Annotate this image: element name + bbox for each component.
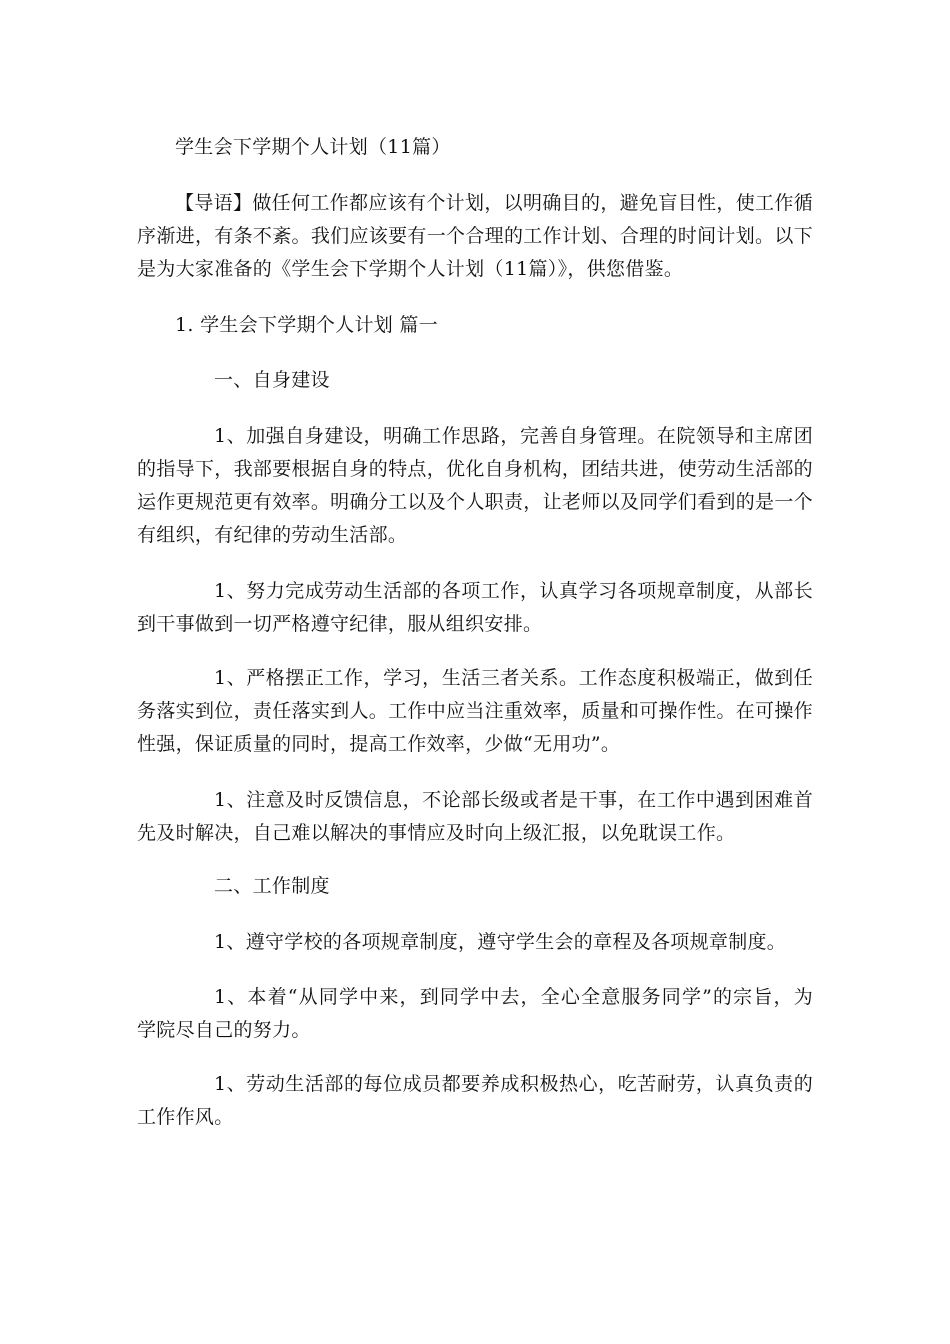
paragraph-line: 1、严格摆正工作，学习，生活三者关系。工作态度积极端正，做到任 xyxy=(214,667,813,689)
paragraph-line: 性强，保证质量的同时，提高工作效率，少做“无用功”。 xyxy=(137,733,621,755)
intro-line: 序渐进，有条不紊。我们应该要有一个合理的工作计划、合理的时间计划。以下 xyxy=(137,225,813,247)
paragraph-line: 学院尽自己的努力。 xyxy=(137,1019,311,1041)
paragraph-line: 1、努力完成劳动生活部的各项工作，认真学习各项规章制度，从部长 xyxy=(214,580,813,602)
paragraph-line: 1、遵守学校的各项规章制度，遵守学生会的章程及各项规章制度。 xyxy=(214,931,787,953)
paragraph-line: 先及时解决，自己难以解决的事情应及时向上级汇报，以免耽误工作。 xyxy=(137,822,736,844)
section-heading: 一、自身建设 xyxy=(214,369,330,391)
article-heading: 1. 学生会下学期个人计划 篇一 xyxy=(175,314,439,336)
paragraph-line: 1、本着“从同学中来，到同学中去，全心全意服务同学”的宗旨，为 xyxy=(214,986,813,1008)
intro-line: 是为大家准备的《学生会下学期个人计划（11篇）》，供您借鉴。 xyxy=(137,258,684,280)
paragraph-line: 1、加强自身建设，明确工作思路，完善自身管理。在院领导和主席团 xyxy=(214,425,813,447)
intro-line: 【导语】做任何工作都应该有个计划，以明确目的，避免盲目性，使工作循 xyxy=(175,192,813,214)
paragraph-line: 务落实到位，责任落实到人。工作中应当注重效率，质量和可操作性。在可操作 xyxy=(137,700,813,722)
paragraph-line: 到干事做到一切严格遵守纪律，服从组织安排。 xyxy=(137,613,543,635)
paragraph-line: 1、劳动生活部的每位成员都要养成积极热心，吃苦耐劳，认真负责的 xyxy=(214,1073,813,1095)
paragraph-line: 的指导下，我部要根据自身的特点，优化自身机构，团结共进，使劳动生活部的 xyxy=(137,458,813,480)
paragraph-line: 工作作风。 xyxy=(137,1106,234,1128)
paragraph-line: 有组织，有纪律的劳动生活部。 xyxy=(137,524,408,546)
section-heading: 二、工作制度 xyxy=(214,875,330,897)
document-title: 学生会下学期个人计划（11篇） xyxy=(175,136,451,158)
paragraph-line: 1、注意及时反馈信息，不论部长级或者是干事，在工作中遇到困难首 xyxy=(214,789,813,811)
paragraph-line: 运作更规范更有效率。明确分工以及个人职责，让老师以及同学们看到的是一个 xyxy=(137,491,813,513)
